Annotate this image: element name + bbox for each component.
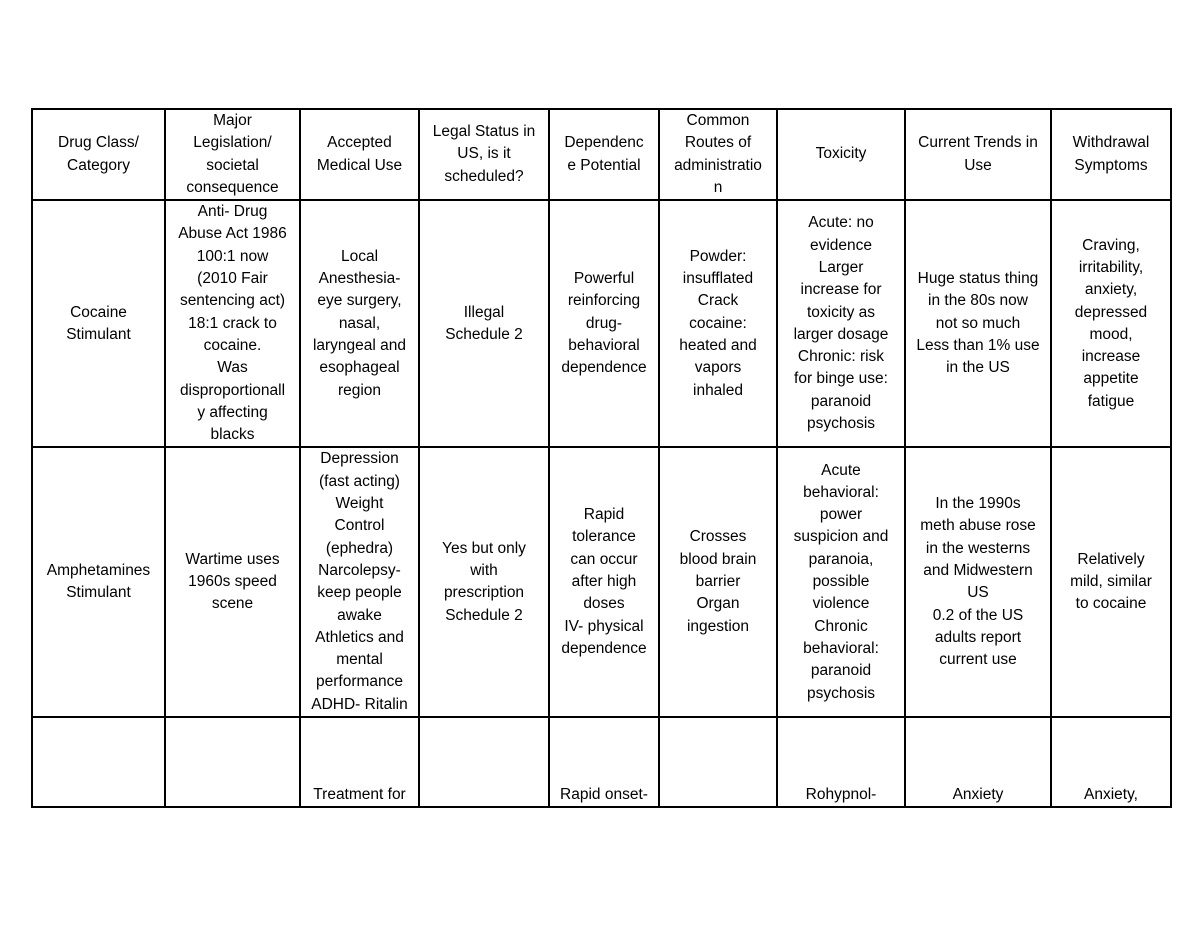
text-line: Powerful	[573, 270, 635, 288]
header-major-legislation	[165, 109, 300, 200]
text-line: 18:1 crack to	[188, 314, 277, 332]
text-line: Rapid onset-	[560, 785, 648, 803]
text-line: irritability,	[1078, 258, 1144, 276]
text-line: Rohypnol-	[805, 785, 877, 803]
text-line: US, is it	[457, 145, 511, 163]
header-routes-of-administration	[659, 109, 777, 200]
text-line: Crosses	[689, 528, 747, 546]
header-drug-class	[32, 109, 165, 200]
text-line: for binge use:	[794, 370, 888, 388]
text-line: administratio	[674, 156, 762, 174]
text-line: current use	[939, 651, 1017, 669]
text-line: 1960s speed	[188, 573, 277, 591]
text-line: Control	[334, 517, 385, 535]
cell-routes	[659, 447, 777, 717]
text-line: toxicity as	[806, 303, 876, 321]
text-line: Acute: no	[808, 214, 874, 232]
text-line: Schedule 2	[445, 606, 523, 624]
text-line: Less than 1% use	[916, 336, 1040, 354]
text-line: Abuse Act 1986	[178, 225, 287, 243]
cell-medical-use	[300, 447, 419, 717]
text-line: Schedule 2	[445, 325, 523, 343]
text-line: reinforcing	[567, 292, 641, 310]
cell-medical-use	[300, 717, 419, 807]
text-line: mild, similar	[1070, 573, 1152, 591]
text-line: behavioral:	[803, 639, 879, 657]
text-line: suspicion and	[793, 528, 889, 546]
header-current-trends	[905, 109, 1051, 200]
text-line: Dependenc	[564, 134, 644, 152]
text-line: Craving,	[1082, 236, 1140, 254]
cell-legislation	[165, 717, 300, 807]
text-line: blood brain	[679, 550, 757, 568]
text-line: (ephedra)	[325, 539, 394, 557]
text-line: Current Trends in	[918, 134, 1038, 152]
cell-legislation	[165, 200, 300, 447]
text-line: insufflated	[682, 270, 754, 288]
text-line: Major	[213, 112, 252, 129]
text-line: Acute	[821, 461, 861, 479]
text-line: paranoid	[810, 392, 872, 410]
text-line: Wartime uses	[185, 550, 280, 568]
cell-withdrawal	[1051, 447, 1171, 717]
cell-toxicity	[777, 447, 905, 717]
text-line: dependence	[561, 639, 647, 657]
cell-routes	[659, 717, 777, 807]
text-line: Depression	[320, 450, 399, 468]
cell-trends	[905, 717, 1051, 807]
text-line: e Potential	[567, 156, 641, 174]
text-line: ADHD- Ritalin	[311, 695, 408, 713]
text-line: increase for	[800, 281, 882, 299]
cell-routes	[659, 200, 777, 447]
text-line: Anxiety,	[1084, 785, 1138, 803]
text-line: Powder:	[689, 247, 747, 265]
cell-trends	[905, 200, 1051, 447]
text-line: y affecting	[197, 403, 268, 421]
text-line: behavioral:	[803, 483, 879, 501]
text-line: Athletics and	[315, 628, 404, 646]
header-row	[32, 109, 1171, 200]
header-dependence-potential	[549, 109, 659, 200]
cell-drug-class	[32, 200, 165, 447]
table-body	[32, 109, 1171, 807]
row-amphetamines	[32, 447, 1171, 717]
text-line: Crack	[697, 292, 739, 310]
text-line: consequence	[186, 178, 279, 196]
text-line: can occur	[570, 550, 638, 568]
cell-legal-status	[419, 447, 549, 717]
drug-comparison-table	[31, 108, 1172, 808]
text-line: paranoid	[810, 662, 872, 680]
text-line: Cocaine	[70, 303, 127, 321]
text-line: heated and	[679, 336, 757, 354]
cell-legal-status	[419, 200, 549, 447]
cell-withdrawal	[1051, 200, 1171, 447]
text-line: scheduled?	[444, 167, 524, 185]
cell-drug-class	[32, 717, 165, 807]
text-line: Treatment for	[313, 785, 406, 803]
text-line: Toxicity	[815, 145, 867, 163]
text-line: Amphetamines	[46, 561, 151, 579]
text-line: disproportionall	[179, 381, 286, 399]
text-line: paranoia,	[808, 550, 874, 568]
text-line: sentencing act)	[179, 292, 286, 310]
text-line: psychosis	[806, 415, 876, 432]
text-line: awake	[337, 606, 382, 624]
text-line: societal	[206, 156, 259, 174]
text-line: Huge status thing	[917, 270, 1039, 288]
text-line: behavioral	[568, 336, 640, 354]
text-line: In the 1990s	[935, 495, 1021, 513]
text-line: meth abuse rose	[920, 517, 1036, 535]
cell-trends	[905, 447, 1051, 717]
text-line: Medical Use	[316, 156, 403, 174]
text-line: with	[470, 561, 498, 579]
text-line: larger dosage	[793, 325, 889, 343]
text-line: ingestion	[686, 617, 750, 635]
text-line: region	[337, 381, 382, 399]
text-line: Stimulant	[66, 584, 131, 602]
text-line: Larger	[818, 258, 864, 276]
text-line: after high	[571, 573, 637, 591]
text-line: Category	[67, 156, 130, 174]
text-line: US	[967, 584, 989, 602]
cell-dependence	[549, 200, 659, 447]
text-line: 100:1 now	[196, 247, 269, 265]
text-line: (2010 Fair	[197, 270, 268, 288]
cell-medical-use	[300, 200, 419, 447]
text-line: blacks	[210, 426, 255, 444]
text-line: increase	[1081, 348, 1141, 366]
text-line: depressed	[1074, 303, 1148, 321]
text-line: to cocaine	[1075, 595, 1147, 613]
text-line: in the 80s now	[928, 292, 1028, 310]
text-line: in the westerns	[925, 539, 1031, 557]
header-accepted-medical-use	[300, 109, 419, 200]
text-line: and Midwestern	[923, 561, 1033, 579]
text-line: prescription	[443, 584, 525, 602]
text-line: eye surgery,	[317, 292, 402, 310]
text-line: barrier	[695, 573, 741, 591]
text-line: drug-	[585, 314, 623, 332]
text-line: cocaine:	[689, 314, 747, 332]
cell-toxicity	[777, 717, 905, 807]
text-line: Chronic: risk	[797, 348, 885, 366]
header-withdrawal-symptoms	[1051, 109, 1171, 200]
text-line: Yes but only	[442, 539, 526, 557]
cell-legal-status	[419, 717, 549, 807]
text-line: Drug Class/	[58, 134, 139, 152]
cell-toxicity	[777, 200, 905, 447]
header-toxicity	[777, 109, 905, 200]
text-line: Illegal	[463, 303, 505, 321]
text-line: fatigue	[1087, 392, 1135, 410]
text-line: violence	[812, 595, 870, 613]
text-line: Legislation/	[193, 134, 272, 152]
text-line: mood,	[1089, 325, 1133, 343]
text-line: Symptoms	[1074, 156, 1148, 174]
text-line: not so much	[935, 314, 1021, 332]
cell-legislation	[165, 447, 300, 717]
cell-drug-class	[32, 447, 165, 717]
text-line: scene	[211, 595, 254, 613]
row-partial	[32, 717, 1171, 807]
text-line: doses	[583, 595, 625, 613]
text-line: Chronic	[814, 617, 868, 635]
text-line: Narcolepsy-	[318, 561, 401, 579]
text-line: Anesthesia-	[318, 270, 401, 288]
text-line: anxiety,	[1084, 281, 1138, 299]
text-line: esophageal	[319, 359, 400, 377]
text-line: keep people	[317, 584, 402, 602]
text-line: cocaine.	[203, 336, 262, 354]
text-line: Local	[340, 247, 379, 265]
text-line: performance	[315, 673, 403, 691]
text-line: Use	[964, 156, 992, 174]
text-line: nasal,	[338, 314, 381, 332]
text-line: appetite	[1083, 370, 1139, 388]
text-line: adults report	[934, 628, 1022, 646]
text-line: laryngeal and	[312, 336, 407, 354]
text-line: possible	[812, 573, 870, 591]
text-line: mental	[336, 651, 383, 669]
text-line: Legal Status in	[432, 123, 536, 141]
text-line: psychosis	[806, 684, 876, 702]
text-line: tolerance	[572, 528, 636, 546]
text-line: Routes of	[684, 134, 752, 152]
text-line: Accepted	[327, 134, 392, 152]
cell-dependence	[549, 717, 659, 807]
text-line: Relatively	[1077, 550, 1145, 568]
cell-dependence	[549, 447, 659, 717]
text-line: (fast acting)	[319, 472, 400, 490]
text-line: n	[713, 178, 723, 196]
header-legal-status	[419, 109, 549, 200]
text-line: Weight	[335, 495, 384, 513]
text-line: IV- physical	[564, 617, 644, 635]
text-line: inhaled	[693, 381, 743, 399]
text-line: Anxiety	[952, 785, 1004, 803]
text-line: Organ	[696, 595, 740, 613]
text-line: Withdrawal	[1072, 134, 1150, 152]
text-line: dependence	[561, 359, 647, 377]
text-line: Rapid	[583, 506, 625, 524]
text-line: Common	[686, 112, 750, 129]
text-line: in the US	[946, 359, 1010, 377]
text-line: 0.2 of the US	[932, 606, 1024, 624]
text-line: Was	[217, 359, 248, 377]
cell-withdrawal	[1051, 717, 1171, 807]
row-cocaine	[32, 200, 1171, 447]
text-line: evidence	[809, 236, 873, 254]
text-line: Anti- Drug	[197, 203, 268, 221]
text-line: vapors	[694, 359, 742, 377]
text-line: power	[819, 506, 863, 524]
text-line: Stimulant	[66, 325, 131, 343]
